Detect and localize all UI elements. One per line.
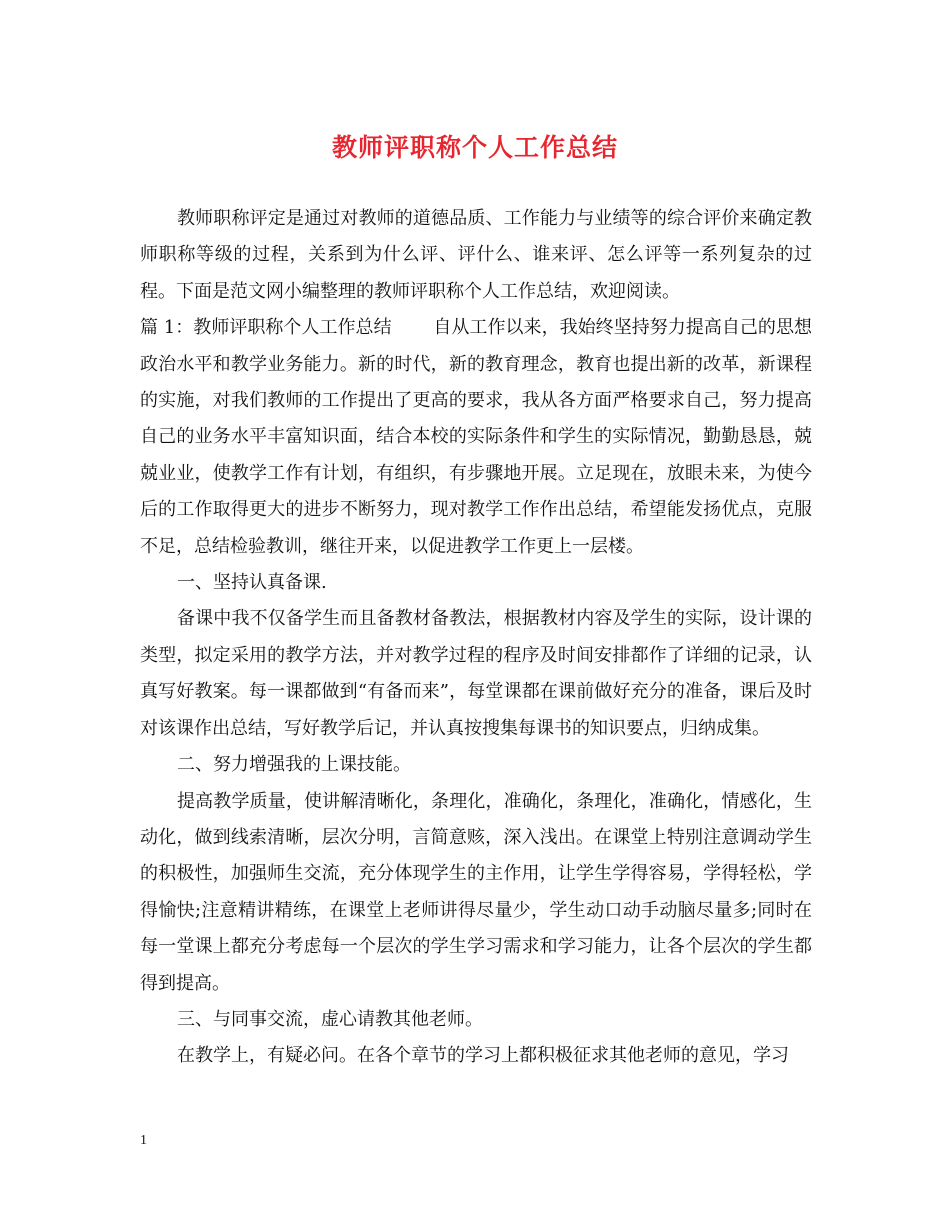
document-body — [140, 201, 812, 1075]
document-title: 教师评职称个人工作总结 — [331, 133, 618, 162]
section-heading-3: 三、与同事交流，虚心请教其他老师。 — [177, 1008, 483, 1030]
page-number: 1 — [140, 1133, 147, 1148]
intro-paragraph: 教师职称评定是通过对教师的道德品质、工作能力与业绩等的综合评价来确定教师职称等级的过程，关系到为什么评、评什么、谁来评、怎么评等一系列复杂的过程。下面是范文网小编整理的教师评职称个人工作总结，欢迎阅读。 — [140, 208, 812, 302]
article-1-intro-paragraph: 篇 1：教师评职称个人工作总结 自从工作以来，我始终坚持努力提高自己的思想政治水平和教学业务能力。新的时代，新的教育理念，教育也提出新的改革，新课程的实施，对我们教师的工作提出了更高的要求，我从各方面严格要求自己，努力提高自己的业务水平丰富知识面，结合本校的实际条件和学生的实际情况，勤勤恳恳，兢兢业业，使教学工作有计划，有组织，有步骤地开展。立足现在，放眼未来，为使今后的工作取得更大的进步不断努力，现对教学工作作出总结，希望能发扬优点，克服不足，总结检验教训，继往开来，以促进教学工作更上一层楼。 — [140, 317, 812, 557]
section-heading-1: 一、坚持认真备课. — [177, 572, 327, 594]
section-paragraph-3: 在教学上，有疑必问。在各个章节的学习上都积极征求其他老师的意见，学习 — [177, 1045, 789, 1067]
section-paragraph-2: 提高教学质量，使讲解清晰化，条理化，准确化，条理化，准确化，情感化，生动化，做到线索清晰，层次分明，言简意赅，深入浅出。在课堂上特别注意调动学生的积极性，加强师生交流，充分体现学生的主作用，让学生学得容易，学得轻松，学得愉快;注意精讲精练，在课堂上老师讲得尽量少，学生动口动手动脑尽量多;同时在每一堂课上都充分考虑每一个层次的学生学习需求和学习能力，让各个层次的学生都得到提高。 — [140, 790, 812, 994]
section-heading-2: 二、努力增强我的上课技能。 — [177, 754, 411, 776]
section-paragraph-1: 备课中我不仅备学生而且备教材备教法，根据教材内容及学生的实际，设计课的类型，拟定采用的教学方法，并对教学过程的程序及时间安排都作了详细的记录，认真写好教案。每一课都做到“有备而来”，每堂课都在课前做好充分的准备，课后及时对该课作出总结，写好教学后记，并认真按搜集每课书的知识要点，归纳成集。 — [140, 608, 812, 739]
